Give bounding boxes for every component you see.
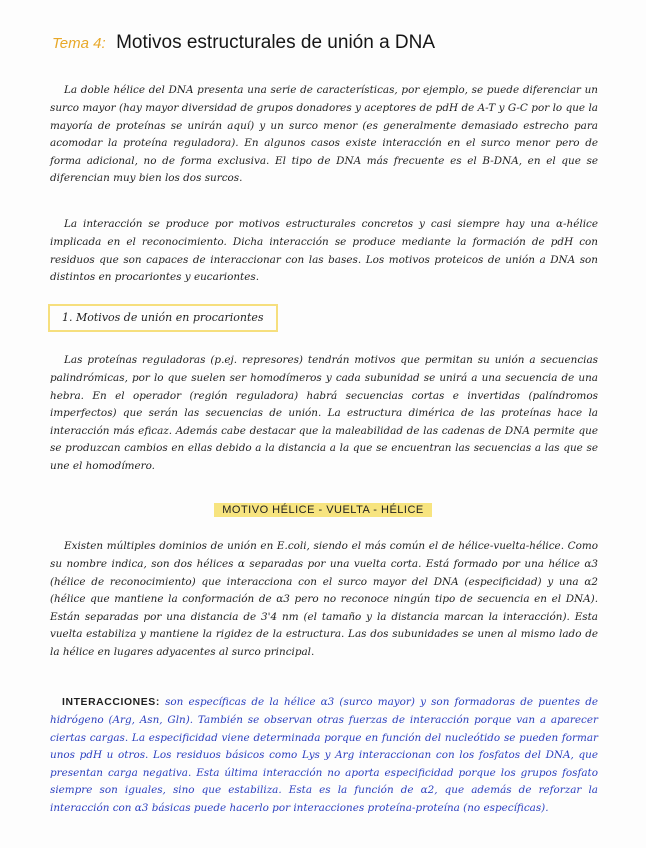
motif-paragraph: Existen múltiples dominios de unión en E.coli, siendo el más común el de hélice-vuelta-hélice. Como su nombre indica, son dos hélices α separadas por una vuelta corta. Está formado por una hélice α3 (hélice de reconocimiento) que interacciona con el surco mayor del DNA (especificidad) y una α2 (hélice que mantiene la conformación de α3 pero no reconoce ningún tipo de secuencia en el DNA). Están separadas por una distancia de 3'4 nm (el tamaño y la distancia marcan la interacción). Esta vuelta estabiliza y mantiene la rigidez de la estructura. Las dos subunidades se unen al mismo lado de la hélice en lugares adyacentes al surco principal. bbox=[50, 540, 598, 658]
intro-paragraph-2: La interacción se produce por motivos estructurales concretos y casi siempre hay una α-hélice implicada en el reconocimiento. Dicha interacción se produce mediante la formación de pdH con residuos que son capaces de interaccionar con las bases. Los motivos proteicos de unión a DNA son distintos en procariontes y eucariontes. bbox=[50, 218, 598, 284]
interactions-text: son específicas de la hélice α3 (surco mayor) y son formadoras de puentes de hidrógeno (Arg, Asn, Gln). También se observan otras fuerzas de interacción porque van a aparecer ciertas cargas. La especificidad viene determinada porque en función del nucleótido se pueden formar unos pdH u otros. Los residuos básicos como Lys y Arg interaccionan con los fosfatos del DNA, que presentan carga negativa. Esta última interacción no aporta especificidad porque los grupos fosfato siempre son iguales, sino que estabiliza. Esta es la función de α2, que además de reforzar la interacción con α3 básicas puede hacerlo por interacciones proteína-proteína (no específicas). bbox=[50, 696, 598, 814]
intro-paragraph-1: La doble hélice del DNA presenta una serie de características, por ejemplo, se puede diferenciar un surco mayor (hay mayor diversidad de grupos donadores y aceptores de pdH de A-T y G-C por lo que la mayoría de proteínas se unirán aquí) y un surco menor (es generalmente demasiado estrecho para acomodar la proteína reguladora). En algunos casos existe interacción en el surco menor pero de forma adicional, no de forma exclusiva. El tipo de DNA más frecuente es el B-DNA, en el que se diferencian muy bien los dos surcos. bbox=[50, 84, 598, 185]
page-title bbox=[52, 32, 435, 54]
interactions-paragraph bbox=[50, 694, 598, 817]
motif-heading bbox=[0, 498, 646, 517]
section-heading-prokaryotes: 1. Motivos de unión en procariontes bbox=[48, 304, 278, 332]
motif-highlight: MOTIVO HÉLICE - VUELTA - HÉLICE bbox=[214, 503, 432, 517]
interactions-lead: INTERACCIONES: bbox=[62, 697, 160, 709]
prokaryotes-paragraph: Las proteínas reguladoras (p.ej. represores) tendrán motivos que permitan su unión a secuencias palindrómicas, por lo que suelen ser homodímeros y cada subunidad se unirá a una secuencia de una hebra. En el operador (región reguladora) habrá secuencias cortas e invertidas (palíndromos imperfectos) que serán las secuencias de unión. La estructura dimérica de las proteínas hace la interacción más eficaz. Además cabe destacar que la maleabilidad de las cadenas de DNA permite que se produzcan cambios en ellas debido a la distancia a la que se encuentran las secuencias a las que se une el homodímero. bbox=[50, 354, 598, 472]
tema-label: Tema 4: bbox=[52, 35, 106, 52]
title-text: Motivos estructurales de unión a DNA bbox=[116, 32, 436, 53]
